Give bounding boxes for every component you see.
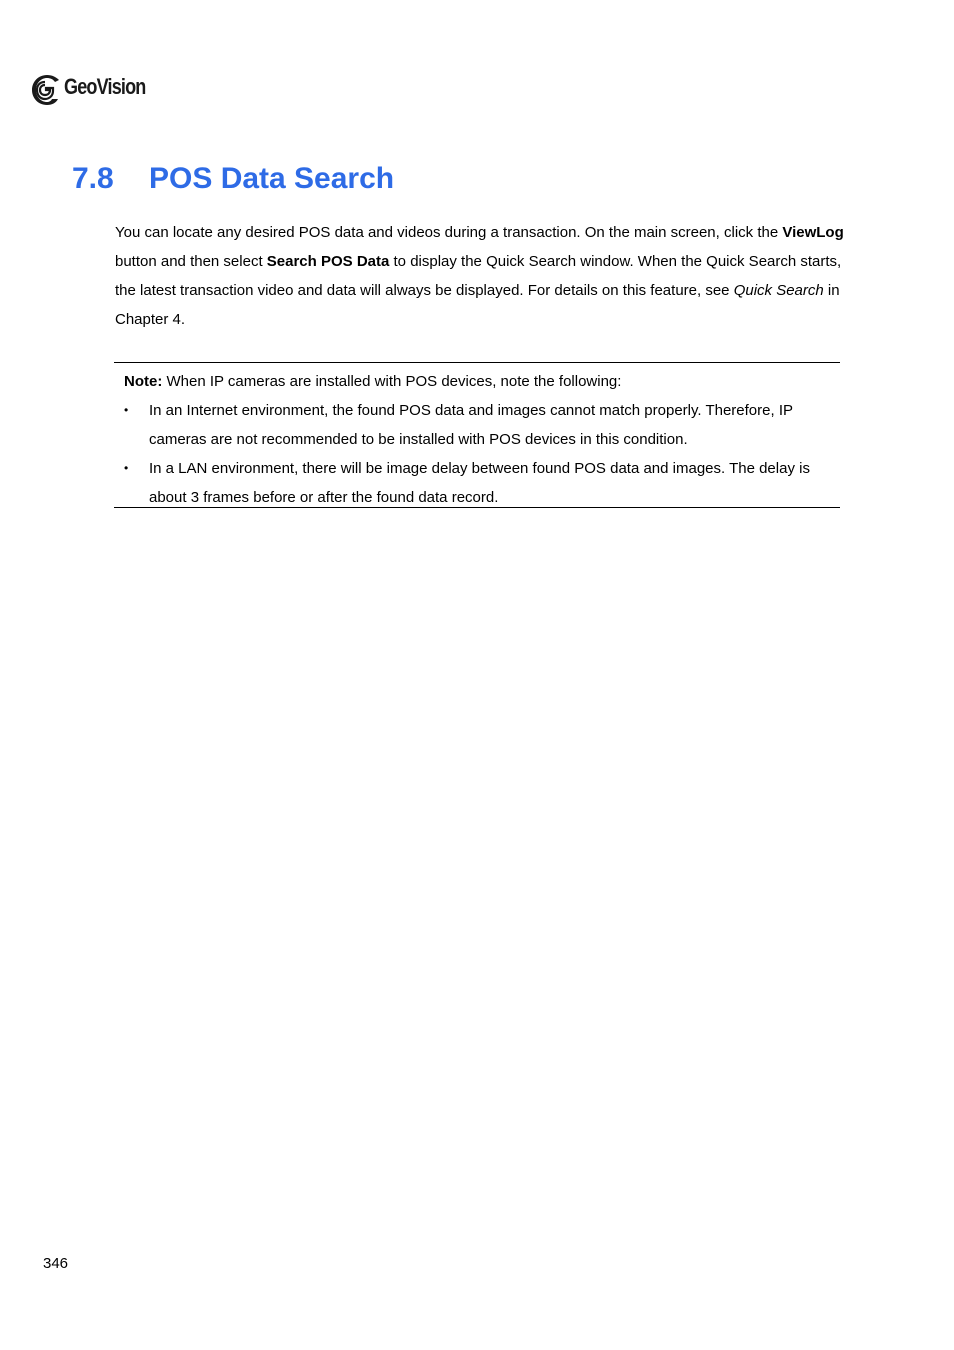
bullet-icon: • [124, 461, 129, 475]
page-number: 346 [43, 1255, 69, 1272]
bullet-icon: • [124, 403, 129, 417]
search-pos-data-term: Search POS Data [266, 253, 390, 270]
intro-text: in Chapter 4. [115, 282, 840, 328]
note-label: Note: [124, 373, 163, 390]
section-number: 7.8 [72, 162, 114, 195]
viewlog-term: ViewLog [782, 224, 844, 241]
list-item [114, 454, 840, 512]
intro-text: to display the Quick Search window. When the Quick Search starts, the latest transaction video and data will always be displayed. For details on this feature, see [115, 253, 842, 299]
intro-text: button and then select [115, 253, 267, 270]
intro-paragraph [115, 218, 845, 334]
geovision-swirl-logo-icon [31, 72, 63, 108]
section-title: POS Data Search [149, 162, 395, 195]
quick-search-reference: Quick Search [733, 282, 824, 299]
intro-text: You can locate any desired POS data and videos during a transaction. On the main screen, click the [115, 224, 783, 241]
list-item-text: In an Internet environment, the found POS data and images cannot match properly. Therefore, IP cameras are not recommended to be installed with POS devices in this condition. [149, 402, 793, 448]
list-item [114, 396, 840, 454]
list-item-text: In a LAN environment, there will be image delay between found POS data and images. The delay is about 3 frames before or after the found data record. [149, 460, 810, 506]
note-text: When IP cameras are installed with POS devices, note the following: [162, 373, 622, 390]
note-box [114, 362, 840, 508]
geovision-logo [31, 72, 171, 112]
note-heading [124, 367, 840, 396]
logo-text: GeoVision [64, 74, 146, 99]
section-heading [72, 162, 394, 196]
note-list [114, 396, 840, 512]
